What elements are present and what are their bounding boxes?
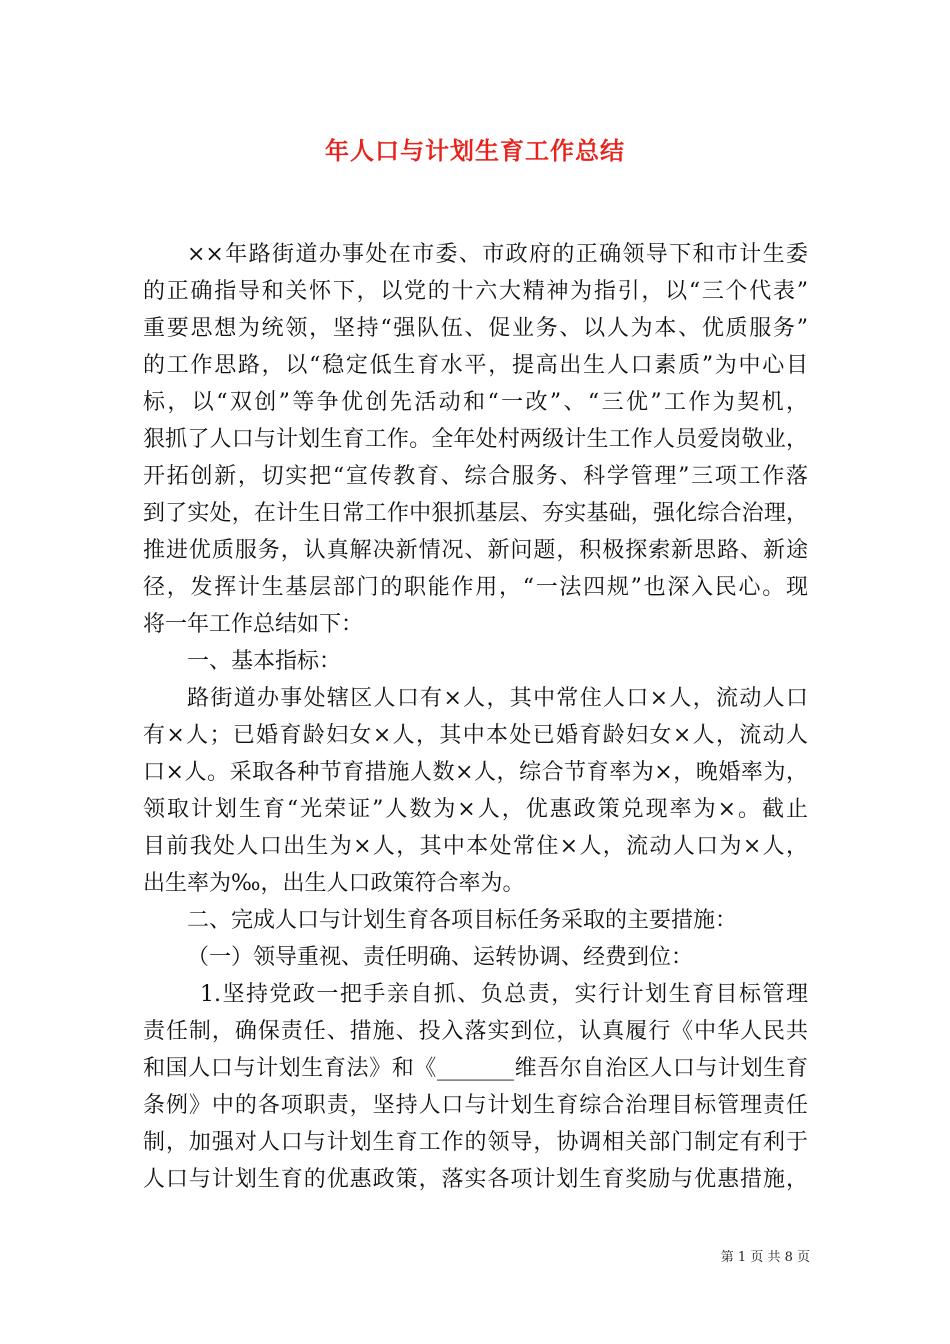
section-heading: 二、完成人口与计划生育各项目标任务采取的主要措施： [187,908,738,933]
body-line: ××年路街道办事处在市委、市政府的正确领导下和市计生委 [187,242,808,267]
body-line: 到了实处，在计生日常工作中狠抓基层、夯实基础，强化综合治理， [143,501,808,526]
body-line: 重要思想为统领，坚持“强队伍、促业务、以人为本、优质服务” [143,316,808,341]
body-line: 开拓创新，切实把“宣传教育、综合服务、科学管理”三项工作落 [143,464,808,489]
body-line: 路街道办事处辖区人口有×人，其中常住人口×人，流动人口 [187,686,808,711]
body-line: 出生率为‰，出生人口政策符合率为。 [143,871,525,896]
body-line: 1.坚持党政一把手亲自抓、负总责，实行计划生育目标管理 [200,982,808,1007]
body-line: 径，发挥计生基层部门的职能作用，“一法四规”也深入民心。现 [143,575,808,600]
body-line: 有×人；已婚育龄妇女×人，其中本处已婚育龄妇女×人，流动人 [143,723,808,748]
document-title: 年人口与计划生育工作总结 [325,136,625,165]
body-line: 制，加强对人口与计划生育工作的领导，协调相关部门制定有利于 [143,1130,808,1155]
page-number: 第 1 页 共 8 页 [720,1250,810,1265]
body-line: 的正确指导和关怀下，以党的十六大精神为指引，以“三个代表” [143,279,808,304]
body-line: 目前我处人口出生为×人，其中本处常住×人，流动人口为×人， [143,834,808,859]
body-line: 推进优质服务，认真解决新情况、新问题，积极探索新思路、新途 [143,538,808,563]
body-line: 狠抓了人口与计划生育工作。全年处村两级计生工作人员爱岗敬业， [143,427,808,452]
body-line: 将一年工作总结如下： [143,612,364,637]
body-line: 领取计划生育“光荣证”人数为×人，优惠政策兑现率为×。截止 [143,797,808,822]
body-line: 和国人口与计划生育法》和《_______维吾尔自治区人口与计划生育 [143,1056,808,1081]
body-line: 标，以“双创”等争优创先活动和“一改”、“三优”工作为契机， [143,390,808,415]
body-line: 责任制，确保责任、措施、投入落实到位，认真履行《中华人民共 [143,1019,808,1044]
body-line: 条例》中的各项职责，坚持人口与计划生育综合治理目标管理责任 [143,1093,808,1118]
subsection-heading: （一）领导重视、责任明确、运转协调、经费到位： [187,945,694,970]
body-line: 的工作思路，以“稳定低生育水平，提高出生人口素质”为中心目 [143,353,808,378]
section-heading: 一、基本指标： [187,649,342,674]
body-line: 口×人。采取各种节育措施人数×人，综合节育率为×，晚婚率为， [143,760,808,785]
body-line: 人口与计划生育的优惠政策，落实各项计划生育奖励与优惠措施， [143,1167,808,1192]
